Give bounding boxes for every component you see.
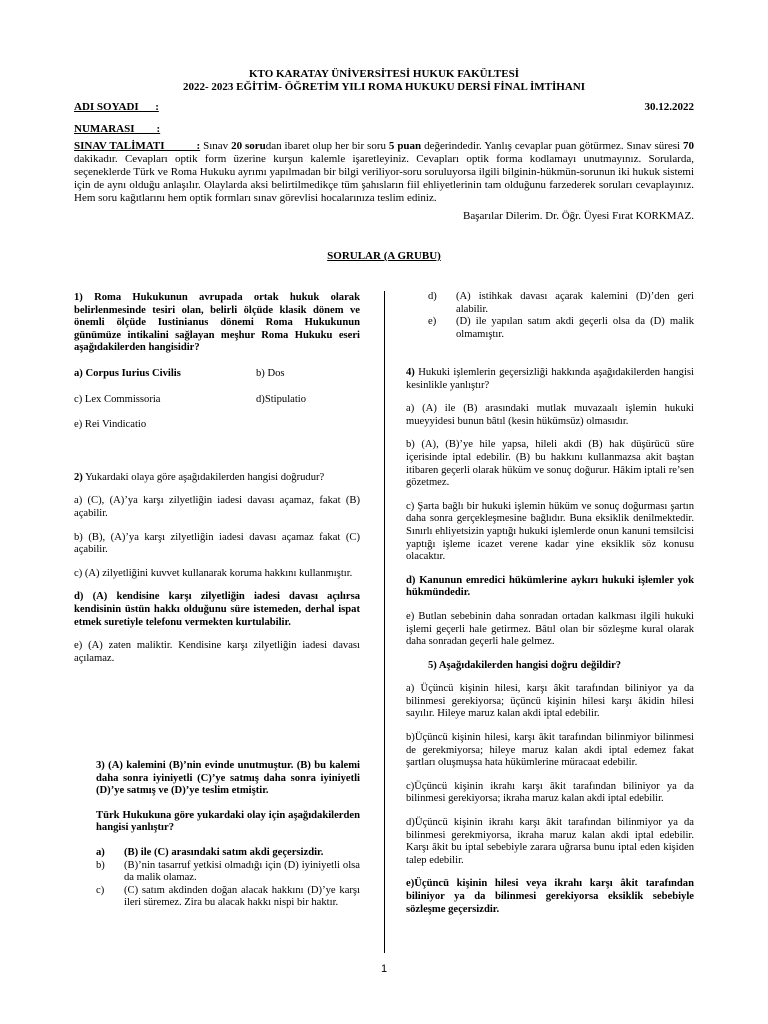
q3-option-a-text: (B) ile (C) arasındaki satım akdi geçersizdir.	[124, 846, 324, 858]
q3-option-c-label: c)	[96, 884, 105, 896]
q5-option-b: b)Üçüncü kişinin hilesi, karşı âkit tarafından bilinmiyor bilinmesi de gerekmiyorsa; hileye maruz kalan akdi iptal edemez fakat şartları oluşmuşsa hata hükümlerine müracaat edebilir.	[406, 732, 694, 769]
q1-option-a: a) Corpus Iurius Civilis	[74, 367, 181, 379]
q2-option-e: e) (A) zaten maliktir. Kendisine karşı zilyetliğin iadesi davası açılamaz.	[74, 640, 360, 664]
q5-option-a: a) Üçüncü kişinin hilesi, karşı âkit tarafından biliniyor ya da bilinmesi gerekiyorsa; üçüncü kişinin hilesi karşı âkidin hilesi sayılır. Hileye maruz kalan akdi iptal edebilir.	[406, 683, 694, 720]
q3-option-e-label: e)	[428, 316, 437, 328]
instructions-text: değerindedir. Yanlış cevaplar puan götürmez. Sınav süresi	[421, 140, 684, 152]
university-title: KTO KARATAY ÜNİVERSİTESİ HUKUK FAKÜLTESİ	[249, 68, 519, 80]
question-4	[406, 367, 694, 392]
q3-option-a	[96, 847, 360, 860]
name-row	[74, 101, 694, 114]
question-3-block	[96, 760, 360, 910]
q1-options-row-2	[74, 394, 360, 407]
exam-date: 30.12.2022	[644, 101, 694, 113]
q4-option-b: b) (A), (B)’ye hile yapsa, hileli akdi (B) hak düşürücü süre içerisinde iptal edebilir. (B) bu hakkını kullanmazsa akit baştan itibaren geçerli olarak hüküm ve sonuç doğurur. Hâkim iptali re’sen gözetmez.	[406, 439, 694, 489]
q4-option-e: e) Butlan sebebinin daha sonradan ortadan kalkması ilgili hukuki işlemi geçerli hale getirmez. Bâtıl olan bir sözleşme kural olarak daha sonradan geçerli hale gelmez.	[406, 610, 694, 648]
instructions-text: dan ibaret olup her bir soru	[265, 140, 389, 152]
question-1: 1) Roma Hukukunun avrupada ortak hukuk olarak belirlenmesinde tesiri olan, belirli ölçüde klasik dönem ve önemli ölçüde Iustinianus dönemi Roma Hukukunun günümüze intikalini sağlayan meşhur Roma Hukuku eseri aşağıdakilerden hangisidir?	[74, 292, 360, 354]
question-2	[74, 472, 360, 485]
question-3-scenario: 3) (A) kalemini (B)’nin evinde unutmuştur. (B) bu kalemi daha sonra iyiniyetli (C)’ye satmış daha sonra iyiniyetli (D)’ye satmış ve (D)’ye teslim etmiştir.	[96, 760, 360, 797]
page-number: 1	[380, 963, 388, 975]
signature: Başarılar Dilerim. Dr. Öğr. Üyesi Fırat KORKMAZ.	[463, 210, 694, 222]
q1-option-e: e) Rei Vindicatio	[74, 419, 147, 431]
q2-number: 2)	[74, 471, 83, 483]
q3-option-d-text: (A) istihkak davası açarak kalemini (D)’den geri alabilir.	[456, 291, 694, 315]
right-column	[406, 367, 694, 916]
q4-number: 4)	[406, 367, 415, 378]
q2-text: Yukardaki olaya göre aşağıdakilerden hangisi doğrudur?	[82, 471, 325, 483]
q3-option-b-label: b)	[96, 859, 105, 871]
q3-continued	[428, 291, 694, 341]
q3-option-d-label: d)	[428, 291, 437, 302]
question-3: Türk Hukukuna göre yukardaki olay için aşağıdakilerden hangisi yanlıştır?	[96, 809, 360, 834]
q5-option-d: d)Üçüncü kişinin ikrahı karşı âkit tarafından bilinmiyor ya da bilinmesi gerekmiyorsa, ikraha maruz kalan akdi iptal edebilir. Karşı âkit bu iptal sebebiyle zarara uğrarsa bunu iptal eden kişiden talep edebilir.	[406, 817, 694, 866]
instructions-duration: 70	[683, 140, 695, 152]
question-5: 5) Aşağıdakilerden hangisi doğru değildir?	[428, 659, 622, 671]
name-label: ADI SOYADI :	[74, 101, 159, 113]
q3-option-b-text: (B)’nin tasarruf yetkisi olmadığı için (D) iyiniyetli olsa da malik olamaz.	[124, 859, 360, 884]
q5-option-e: e)Üçüncü kişinin hilesi veya ikrahı karşı âkit tarafından biliniyor ya da bilinmesi gerekiyorsa eksiklik sebebiyle sözleşme geçersizdir.	[406, 878, 694, 915]
q3-option-d	[428, 291, 694, 316]
number-label: NUMARASI :	[74, 123, 161, 135]
q3-option-c	[96, 885, 360, 910]
number-row	[74, 123, 694, 136]
q1-option-d: d)Stipulatio	[256, 393, 307, 405]
q1-option-b: b) Dos	[256, 367, 285, 379]
instructions-points: 5 puan	[388, 140, 422, 152]
q3-option-e-text: (D) ile yapılan satım akdi geçerli olsa da (D) malik olmamıştır.	[456, 316, 694, 340]
q3-option-a-label: a)	[96, 846, 105, 858]
q2-option-b: b) (B), (A)’ya karşı zilyetliğin iadesi davası açamaz fakat (C) açabilir.	[74, 531, 360, 556]
q4-text: Hukuki işlemlerin geçersizliği hakkında aşağıdakilerden hangisi kesinlikle yanlıştır?	[406, 367, 694, 391]
q5-option-c: c)Üçüncü kişinin ikrahı karşı âkit tarafından biliniyor ya da bilinmesi gerekiyorsa; ikraha maruz kalan akdi iptal edebilir.	[406, 780, 694, 805]
section-title: SORULAR (A GRUBU)	[327, 250, 441, 262]
q2-option-d: d) (A) kendisine karşı zilyetliğin iadesi davası açılırsa kendisinin üstün hakkı olduğunu süre istemeden, derhal ispat etmek suretiyle telefonu vermekten kurtulabilir.	[74, 591, 360, 628]
instructions-text: Sınav	[200, 140, 232, 152]
instructions-question-count: 20 soru	[231, 140, 266, 152]
q2-option-c: c) (A) zilyetliğini kuvvet kullanarak koruma hakkını kullanmıştır.	[74, 567, 353, 579]
q2-option-a: a) (C), (A)’ya karşı zilyetliğin iadesi davası açamaz, fakat (B) açabilir.	[74, 495, 360, 519]
q3-option-b	[96, 860, 360, 885]
exam-instructions	[74, 140, 694, 205]
q1-option-c: c) Lex Commissoria	[74, 393, 161, 405]
left-column	[74, 292, 360, 665]
q4-option-c: c) Şarta bağlı bir hukuki işlemin hüküm ve sonuç doğurması şartın daha sonra gerçekleşmesine bağlıdır. Buna eksiklik denilmektedir. Sınırlı ehliyetsizin yaptığı hukuki işlemlerde onun kanuni temsilcisi yaptığı işleme icazet verene kadar yine eksiklik söz konusu olacaktır.	[406, 500, 694, 563]
q3-option-e	[428, 316, 694, 341]
exam-title: 2022- 2023 EĞİTİM- ÖĞRETİM YILI ROMA HUKUKU DERSİ FİNAL İMTİHANI	[182, 81, 586, 93]
instructions-label: SINAV TALİMATI :	[74, 140, 201, 152]
instructions-text: dakikadır. Cevapları optik form üzerine kurşun kalemle işaretleyiniz. Cevapları optik forma kodlamayı unutmayınız. Sorularda, seçeneklerde Türk ve Roma Hukuku ayrımı yapılmadan bir bilgi veriliyor-soru soruluyorsa ilgili bilginin-hükmün-sorunun iki hukuk sistemi için de aynı olduğu anlaşılır. Olaylarda aksi belirtilmedikçe tüm şahısların fiil ehliyetlerinin tam olduğunu farzederek soruları cevaplayınız. Hem soru kağıtlarını hem optik formları sınav görevlisi hocalarınıza teslim ediniz.	[74, 153, 694, 204]
q1-options-row-1	[74, 368, 360, 381]
q3-option-c-text: (C) satım akdinden doğan alacak hakkını (D)’ye karşı ileri süremez. Zira bu alacak hakkı nispi bir haktır.	[124, 884, 360, 909]
q4-option-a: a) (A) ile (B) arasındaki mutlak muvazaalı işlemin hukuki mueyyidesi bunun bâtıl (kesin hükümsüz) olmasıdır.	[406, 403, 694, 427]
column-divider	[384, 291, 385, 953]
q4-option-d: d) Kanunun emredici hükümlerine aykırı hukuki işlemler yok hükmündedir.	[406, 574, 694, 599]
